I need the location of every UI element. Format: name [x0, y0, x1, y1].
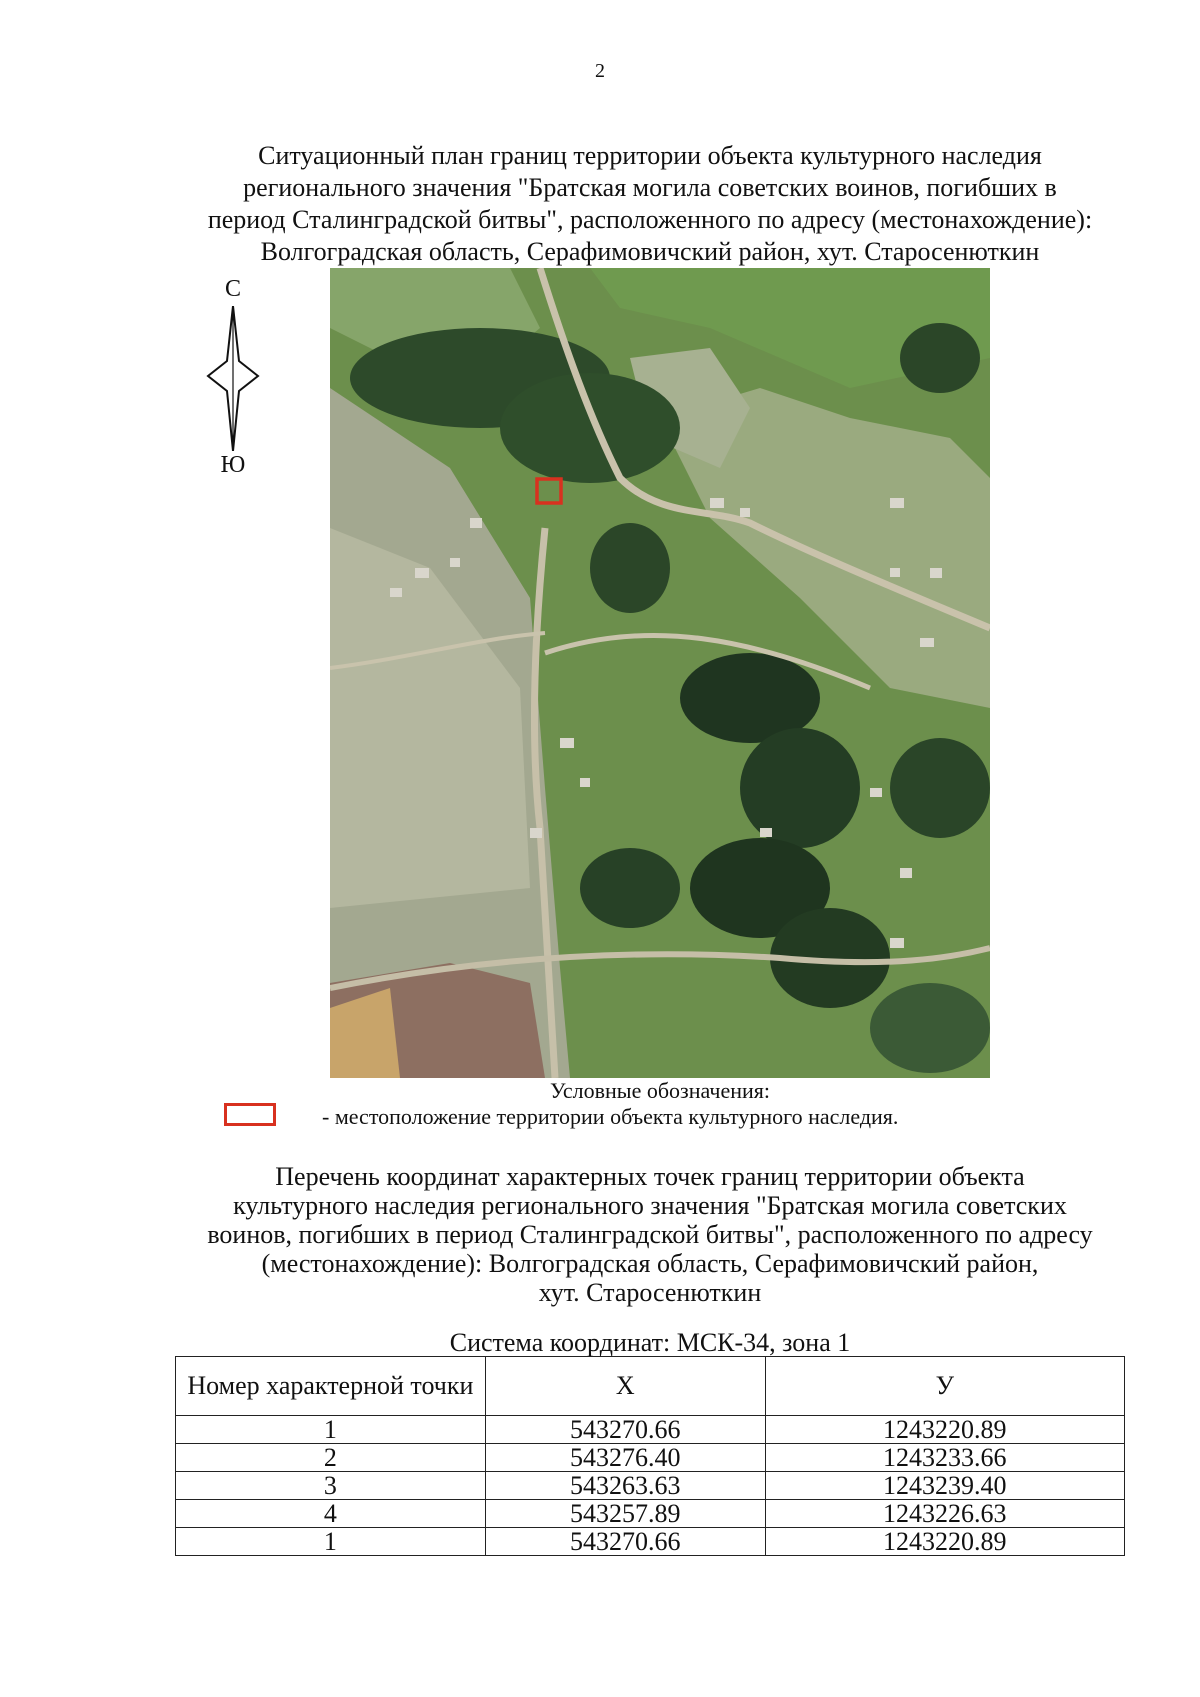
- title-line: регионального значения "Братская могила советских воинов, погибших в: [243, 173, 1057, 202]
- compass-north-label: С: [224, 276, 241, 302]
- title-line: Ситуационный план границ территории объекта культурного наследия: [258, 141, 1042, 170]
- satellite-map: [330, 268, 990, 1078]
- table-header-row: [176, 1357, 1125, 1416]
- header-y: У: [765, 1357, 1124, 1416]
- cell-point-number: 1: [176, 1416, 486, 1444]
- cell-point-number: 4: [176, 1500, 486, 1528]
- cell-x: 543257.89: [485, 1500, 765, 1528]
- coordinates-list-title: [150, 1162, 1150, 1307]
- legend-title: Условные обозначения:: [549, 1078, 771, 1103]
- cell-point-number: 1: [176, 1528, 486, 1556]
- situational-plan-title: [150, 140, 1150, 268]
- cell-x: 543270.66: [485, 1416, 765, 1444]
- cell-y: 1243226.63: [765, 1500, 1124, 1528]
- cell-point-number: 3: [176, 1472, 486, 1500]
- compass-rose-icon: [198, 306, 268, 451]
- header-point-number: Номер характерной точки: [176, 1357, 486, 1416]
- table-row: [176, 1416, 1125, 1444]
- table-row: [176, 1500, 1125, 1528]
- cell-y: 1243233.66: [765, 1444, 1124, 1472]
- coordinates-table: [175, 1356, 1125, 1556]
- coordinate-system-label: Система координат: МСК-34, зона 1: [449, 1328, 851, 1357]
- title-line: период Сталинградской битвы", расположенного по адресу (местонахождение):: [207, 205, 1093, 234]
- cell-x: 543270.66: [485, 1528, 765, 1556]
- page-number: 2: [595, 60, 605, 82]
- legend-item-label: - местоположение территории объекта культурного наследия.: [322, 1104, 899, 1129]
- cell-x: 543263.63: [485, 1472, 765, 1500]
- compass: [198, 276, 268, 476]
- title-line: воинов, погибших в период Сталинградской битвы", расположенного по адресу: [207, 1220, 1093, 1249]
- header-x: X: [485, 1357, 765, 1416]
- legend-swatch: [224, 1103, 276, 1126]
- table-row: [176, 1444, 1125, 1472]
- table-row: [176, 1528, 1125, 1556]
- cell-y: 1243220.89: [765, 1416, 1124, 1444]
- cell-y: 1243220.89: [765, 1528, 1124, 1556]
- compass-south-label: Ю: [220, 452, 246, 478]
- title-line: хут. Старосенюткин: [538, 1278, 762, 1307]
- title-line: Волгоградская область, Серафимовичский район, хут. Старосенюткин: [260, 237, 1040, 266]
- title-line: Перечень координат характерных точек границ территории объекта: [275, 1162, 1025, 1191]
- title-line: культурного наследия регионального значения "Братская могила советских: [233, 1191, 1067, 1220]
- table-row: [176, 1472, 1125, 1500]
- title-line: (местонахождение): Волгоградская область, Серафимовичский район,: [261, 1249, 1039, 1278]
- cell-y: 1243239.40: [765, 1472, 1124, 1500]
- cell-point-number: 2: [176, 1444, 486, 1472]
- cell-x: 543276.40: [485, 1444, 765, 1472]
